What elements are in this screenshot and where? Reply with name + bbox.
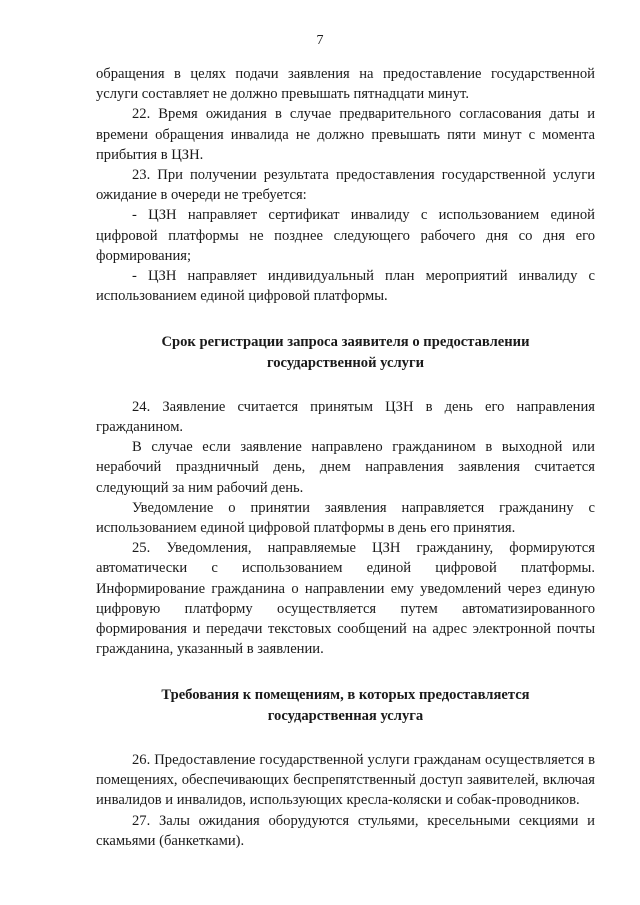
paragraph-27: 27. Залы ожидания оборудуются стульями, кресельными секциями и скамьями (банкетками).: [96, 812, 595, 849]
paragraph-24-c: Уведомление о принятии заявления направляется гражданину с использованием единой цифровой платформы в день его принятия.: [96, 499, 595, 537]
paragraph-23-item-2: - ЦЗН направляет индивидуальный план мероприятий инвалиду с использованием единой цифровой платформы.: [96, 268, 595, 305]
paragraph-24-b: В случае если заявление направлено гражданином в выходной или нерабочий праздничный день, днем направления заявления считается следующий за ним рабочий день.: [96, 439, 595, 496]
page-number: 7: [316, 33, 324, 48]
document-body: [96, 64, 595, 851]
paragraph-continuation: обращения в целях подачи заявления на предоставление государственной услуги составляет не должно превышать пятнадцати минут.: [96, 66, 595, 103]
paragraph-24: 24. Заявление считается принятым ЦЗН в день его направления гражданином.: [96, 398, 595, 436]
paragraph-23: 23. При получении результата предоставления государственной услуги ожидание в очереди не требуется:: [96, 167, 595, 204]
section-heading-registration: Срок регистрации запроса заявителя о предоставлении государственной услуги: [161, 334, 530, 371]
paragraph-23-item-1: - ЦЗН направляет сертификат инвалиду с использованием единой цифровой платформы не позднее следующего рабочего дня со дня его формирования;: [96, 207, 595, 264]
section-heading-premises: Требования к помещениям, в которых предоставляется государственная услуга: [161, 687, 530, 724]
paragraph-26: 26. Предоставление государственной услуги гражданам осуществляется в помещениях, обеспечивающих беспрепятственный доступ заявителей, включая инвалидов и инвалидов, использующих кресла-коляски и собак-проводников.: [96, 751, 595, 809]
paragraph-25: 25. Уведомления, направляемые ЦЗН гражданину, формируются автоматически с использованием единой цифровой платформы. Информирование гражданина о направлении ему уведомлений через единую цифровую платформу осуществляется путем автоматизированного формирования и передачи текстовых сообщений на адрес электронной почты гражданина, указанный в заявлении.: [96, 540, 595, 658]
paragraph-22: 22. Время ожидания в случае предварительного согласования даты и времени обращения инвалида не должно превышать пяти минут с момента прибытия в ЦЗН.: [96, 106, 595, 163]
